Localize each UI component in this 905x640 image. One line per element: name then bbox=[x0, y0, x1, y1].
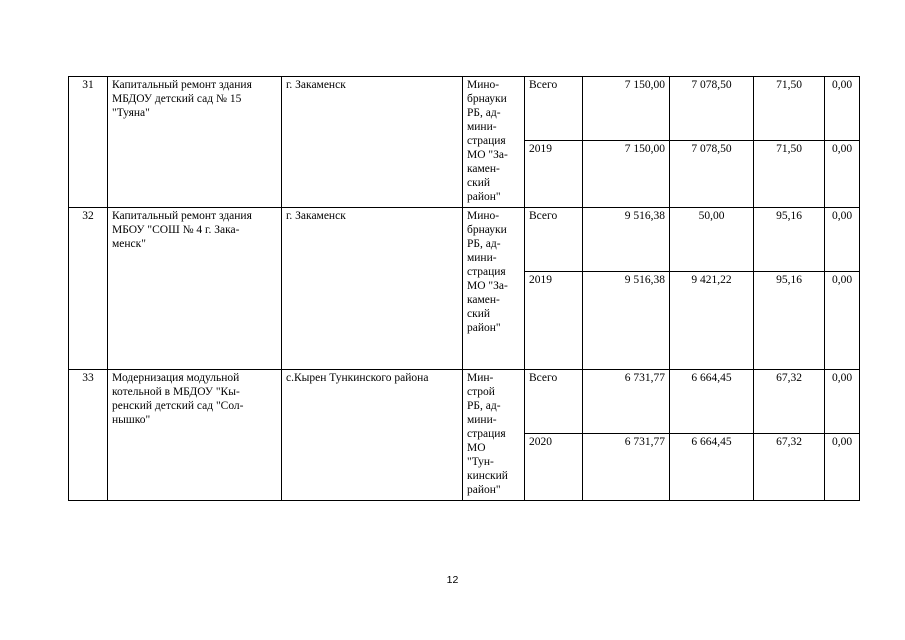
regional-cell: 67,32 bbox=[754, 370, 825, 434]
customer-line: страция bbox=[467, 266, 506, 278]
customer-line: кинский bbox=[467, 470, 508, 482]
customer-line: Мино- bbox=[467, 210, 500, 222]
federal-cell: 6 664,45 bbox=[670, 370, 754, 434]
customer-line: МО "За- bbox=[467, 280, 508, 292]
customer-line: МО bbox=[467, 442, 486, 454]
customer-line: "Тун- bbox=[467, 456, 494, 468]
project-location: с.Кырен Тункинского района bbox=[282, 370, 463, 501]
customer-line: район" bbox=[467, 191, 501, 203]
federal-cell: 9 421,22 bbox=[670, 272, 754, 370]
regional-cell: 71,50 bbox=[754, 141, 825, 208]
customer-line: брнауки bbox=[467, 224, 507, 236]
customer-line: строй bbox=[467, 386, 495, 398]
project-name-line: менск" bbox=[112, 238, 146, 250]
customer-line: Мино- bbox=[467, 79, 500, 91]
project-name-line: Капитальный ремонт здания bbox=[112, 79, 252, 91]
total-cell: 9 516,38 bbox=[583, 208, 670, 272]
project-customer bbox=[463, 208, 525, 370]
project-name bbox=[108, 77, 282, 208]
period-cell: 2020 bbox=[525, 434, 583, 501]
local-cell: 0,00 bbox=[825, 208, 860, 272]
customer-line: брнауки bbox=[467, 93, 507, 105]
project-name-line: Капитальный ремонт здания bbox=[112, 210, 252, 222]
customer-line: мини- bbox=[467, 414, 497, 426]
federal-cell: 6 664,45 bbox=[670, 434, 754, 501]
customer-line: мини- bbox=[467, 121, 497, 133]
customer-line: Мин- bbox=[467, 372, 494, 384]
period-cell: Всего bbox=[525, 77, 583, 141]
regional-cell: 95,16 bbox=[754, 272, 825, 370]
regional-cell: 71,50 bbox=[754, 77, 825, 141]
local-cell: 0,00 bbox=[825, 370, 860, 434]
customer-line: МО "За- bbox=[467, 149, 508, 161]
projects-table bbox=[68, 76, 860, 501]
customer-line: камен- bbox=[467, 294, 500, 306]
customer-line: страция bbox=[467, 428, 506, 440]
table-row bbox=[69, 370, 860, 434]
project-name-line: ренский детский сад "Сол- bbox=[112, 400, 244, 412]
project-location: г. Закаменск bbox=[282, 77, 463, 208]
total-cell: 7 150,00 bbox=[583, 141, 670, 208]
page-number: 12 bbox=[446, 574, 459, 586]
regional-cell: 67,32 bbox=[754, 434, 825, 501]
table-row bbox=[69, 77, 860, 141]
federal-cell: 7 078,50 bbox=[670, 141, 754, 208]
project-name-line: "Туяна" bbox=[112, 107, 150, 119]
project-name-line: котельной в МБДОУ "Кы- bbox=[112, 386, 240, 398]
row-number: 33 bbox=[69, 370, 108, 501]
row-number: 31 bbox=[69, 77, 108, 208]
federal-cell: 7 078,50 bbox=[670, 77, 754, 141]
total-cell: 7 150,00 bbox=[583, 77, 670, 141]
customer-line: ский bbox=[467, 308, 490, 320]
customer-line: камен- bbox=[467, 163, 500, 175]
regional-cell: 95,16 bbox=[754, 208, 825, 272]
project-customer bbox=[463, 370, 525, 501]
period-cell: 2019 bbox=[525, 272, 583, 370]
table-row bbox=[69, 208, 860, 272]
project-name bbox=[108, 370, 282, 501]
local-cell: 0,00 bbox=[825, 272, 860, 370]
customer-line: страция bbox=[467, 135, 506, 147]
customer-line: мини- bbox=[467, 252, 497, 264]
project-name-line: МБОУ "СОШ № 4 г. Зака- bbox=[112, 224, 240, 236]
local-cell: 0,00 bbox=[825, 77, 860, 141]
project-name-line: МБДОУ детский сад № 15 bbox=[112, 93, 242, 105]
customer-line: РБ, ад- bbox=[467, 400, 501, 412]
local-cell: 0,00 bbox=[825, 141, 860, 208]
project-location: г. Закаменск bbox=[282, 208, 463, 370]
federal-cell: 50,00 bbox=[670, 208, 754, 272]
period-cell: 2019 bbox=[525, 141, 583, 208]
customer-line: РБ, ад- bbox=[467, 238, 501, 250]
total-cell: 6 731,77 bbox=[583, 370, 670, 434]
local-cell: 0,00 bbox=[825, 434, 860, 501]
total-cell: 9 516,38 bbox=[583, 272, 670, 370]
customer-line: ский bbox=[467, 177, 490, 189]
period-cell: Всего bbox=[525, 208, 583, 272]
customer-line: район" bbox=[467, 322, 501, 334]
customer-line: РБ, ад- bbox=[467, 107, 501, 119]
project-customer bbox=[463, 77, 525, 208]
row-number: 32 bbox=[69, 208, 108, 370]
project-name bbox=[108, 208, 282, 370]
project-name-line: Модернизация модульной bbox=[112, 372, 240, 384]
customer-line: район" bbox=[467, 484, 501, 496]
period-cell: Всего bbox=[525, 370, 583, 434]
total-cell: 6 731,77 bbox=[583, 434, 670, 501]
project-name-line: нышко" bbox=[112, 414, 151, 426]
